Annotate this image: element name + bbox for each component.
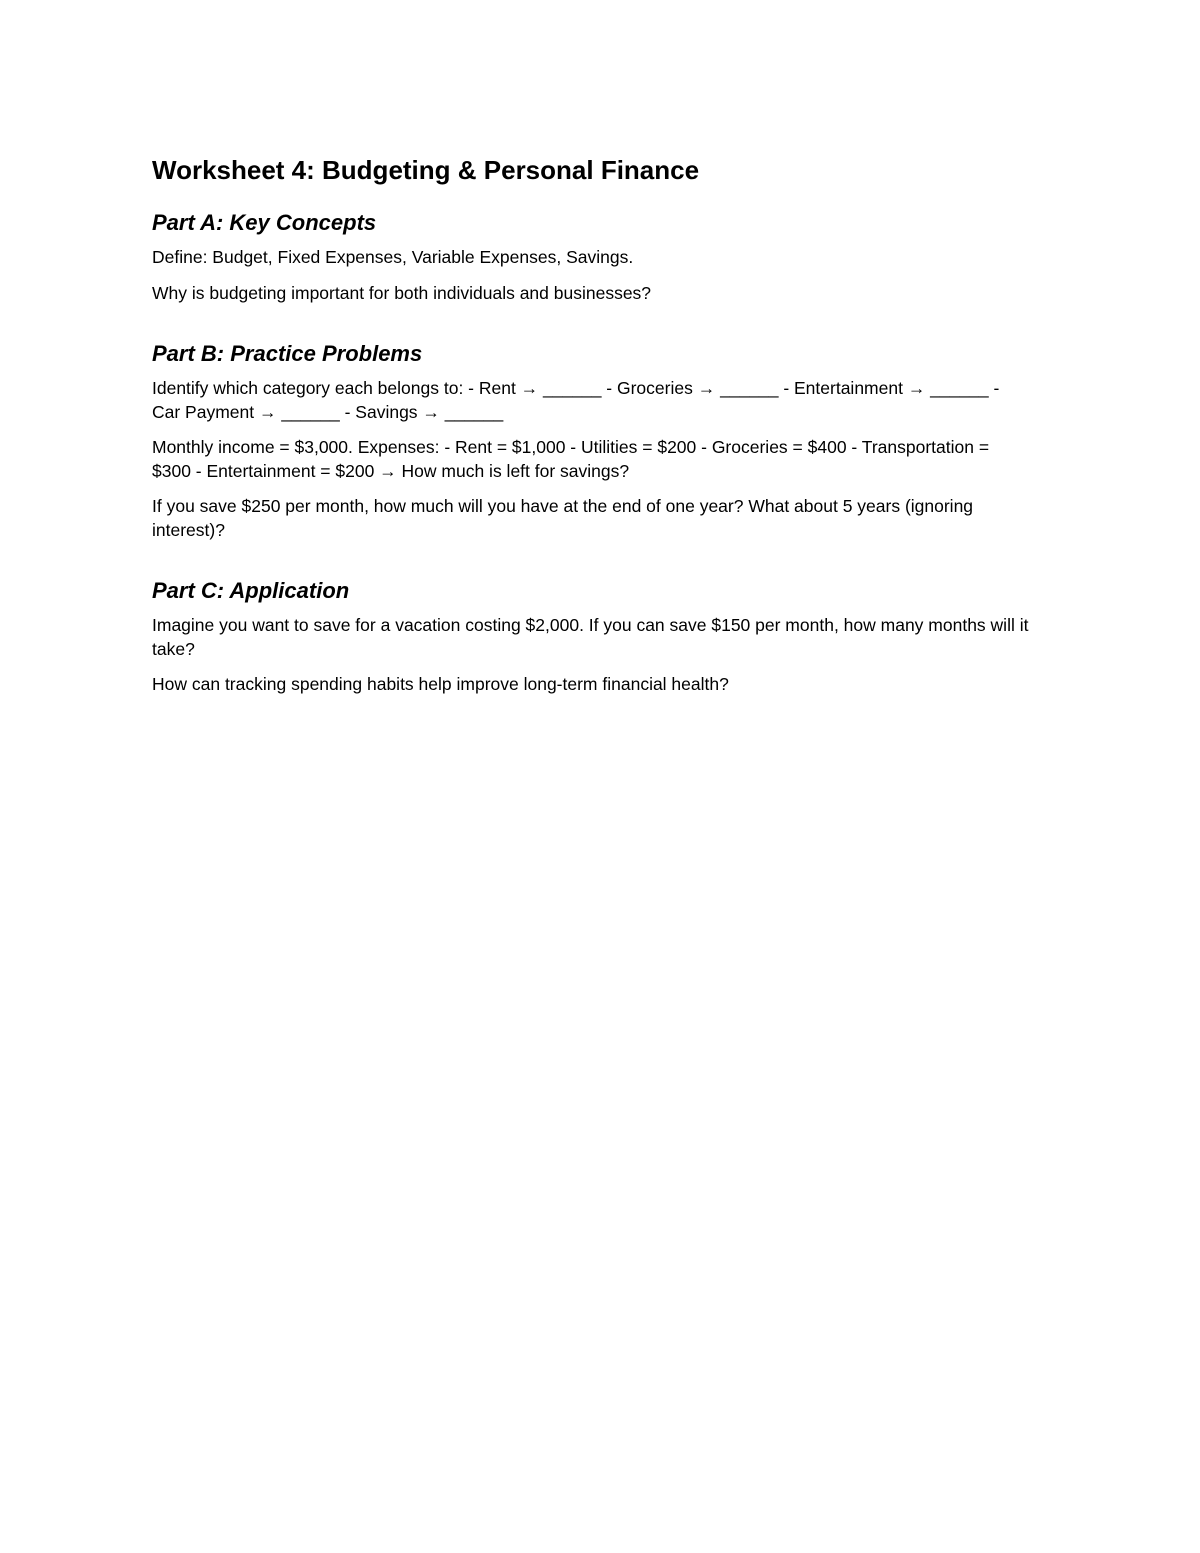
part-b-section	[152, 339, 1032, 542]
part-b-heading: Part B: Practice Problems	[152, 341, 423, 366]
part-c-question-1: Imagine you want to save for a vacation costing $2,000. If you can save $150 per month, how many months will it take?	[152, 615, 1029, 659]
document-title: Worksheet 4: Budgeting & Personal Finance	[152, 155, 700, 185]
part-b-question-2: Monthly income = $3,000. Expenses: - Rent = $1,000 - Utilities = $200 - Groceries = $400 - Transportation = $300 - Entertainment = $200 → How much is left for savings?	[152, 437, 990, 481]
part-a-question-1: Define: Budget, Fixed Expenses, Variable Expenses, Savings.	[152, 247, 634, 267]
part-a-question-2: Why is budgeting important for both individuals and businesses?	[152, 282, 652, 303]
part-c-heading: Part C: Application	[152, 578, 350, 603]
part-a-heading: Part A: Key Concepts	[152, 210, 377, 235]
worksheet-page	[152, 150, 1032, 697]
part-c-section	[152, 576, 1032, 697]
part-b-question-1: Identify which category each belongs to: - Rent → ______ - Groceries → ______ - Entertainment → ______ - Car Payment → ______ - Savings → ______	[152, 378, 1000, 422]
part-a-section	[152, 208, 1032, 305]
part-c-question-2: How can tracking spending habits help improve long-term financial health?	[152, 674, 729, 694]
part-b-question-3: If you save $250 per month, how much will you have at the end of one year? What about 5 years (ignoring interest)?	[152, 496, 974, 540]
